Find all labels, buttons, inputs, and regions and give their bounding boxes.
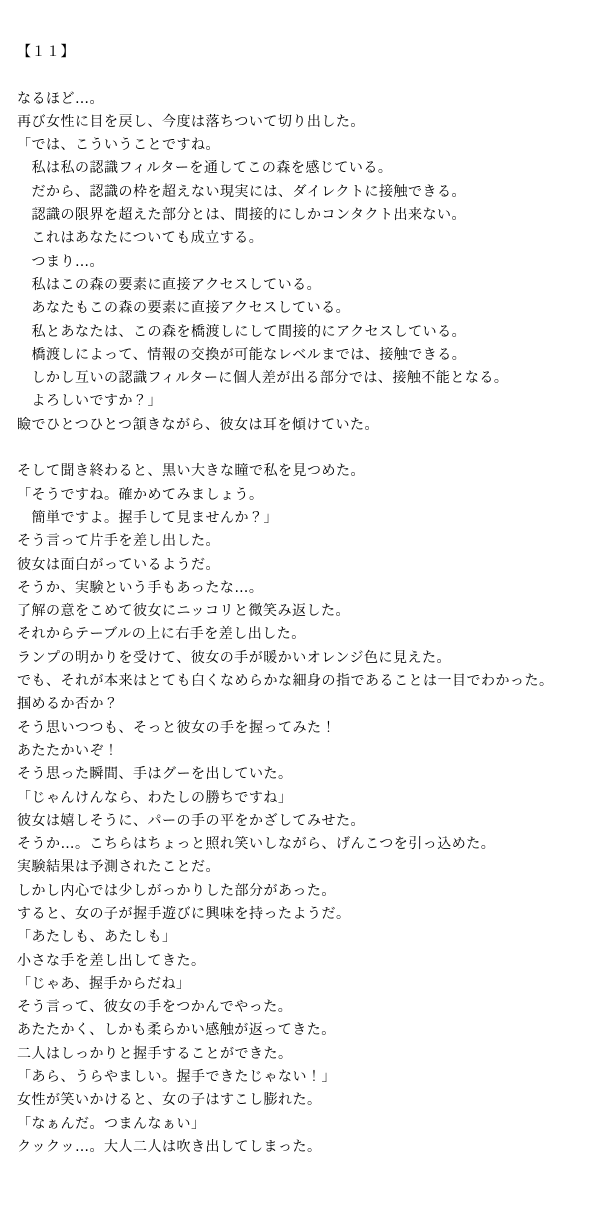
text-line: 私は私の認識フィルターを通してこの森を感じている。: [17, 160, 393, 177]
text-line: 「じゃあ、握手からだね」: [17, 975, 191, 992]
blank-line: [17, 437, 597, 460]
text-line: 二人はしっかりと握手することができた。: [17, 1045, 293, 1062]
text-line: そう言って片手を差し出した。: [17, 533, 220, 550]
text-line: そうか、実験という手もあったな…。: [17, 579, 264, 596]
story-lines: [17, 64, 597, 1159]
text-line: これはあなたについても成立する。: [17, 230, 264, 247]
text-line: 彼女は面白がっているようだ。: [17, 556, 220, 573]
text-line: しかし内心では少しがっかりした部分があった。: [17, 882, 336, 899]
text-line: 女性が笑いかけると、女の子はすこし膨れた。: [17, 1092, 322, 1109]
text-line: 彼女は嬉しそうに、パーの手の平をかざしてみせた。: [17, 812, 365, 829]
text-line: 了解の意をこめて彼女にニッコリと微笑み返した。: [17, 603, 350, 620]
text-line: でも、それが本来はとても白くなめらかな細身の指であることは一目でわかった。: [17, 673, 554, 690]
text-line: 瞼でひとつひとつ頷きながら、彼女は耳を傾けていた。: [17, 416, 379, 433]
text-line: 小さな手を差し出してきた。: [17, 952, 206, 969]
text-line: 私はこの森の要素に直接アクセスしている。: [17, 276, 322, 293]
text-line: だから、認識の枠を超えない現実には、ダイレクトに接触できる。: [17, 183, 466, 200]
text-line: よろしいですか？」: [17, 393, 162, 410]
text-line: 実験結果は予測されたことだ。: [17, 859, 220, 876]
text-line: そうか…。こちらはちょっと照れ笑いしながら、げんこつを引っ込めた。: [17, 836, 496, 853]
text-line: あたたかいぞ！: [17, 742, 119, 759]
text-line: 「じゃんけんなら、わたしの勝ちですね」: [17, 789, 293, 806]
text-line: 「あたしも、あたしも」: [17, 929, 177, 946]
text-line: 再び女性に目を戻し、今度は落ちついて切り出した。: [17, 113, 365, 130]
text-line: そう言って、彼女の手をつかんでやった。: [17, 999, 293, 1016]
text-line: 「あら、うらやましい。握手できたじゃない！」: [17, 1069, 336, 1086]
text-line: しかし互いの認識フィルターに個人差が出る部分では、接触不能となる。: [17, 370, 509, 387]
blank-line: [17, 64, 597, 87]
text-line: 「そうですね。確かめてみましょう。: [17, 486, 264, 503]
text-line: そう思いつつも、そっと彼女の手を握ってみた！: [17, 719, 336, 736]
text-line: ランプの明かりを受けて、彼女の手が暖かいオレンジ色に見えた。: [17, 649, 452, 666]
text-line: そして聞き終わると、黒い大きな瞳で私を見つめた。: [17, 463, 365, 480]
story-body: [17, 41, 597, 1159]
section-number-heading: 【１１】: [17, 44, 75, 60]
text-line: 「では、こういうことですね。: [17, 137, 220, 154]
text-line: 認識の限界を超えた部分とは、間接的にしかコンタクト出来ない。: [17, 207, 466, 224]
text-line: そう思った瞬間、手はグーを出していた。: [17, 766, 293, 783]
text-line: 簡単ですよ。握手して見ませんか？」: [17, 509, 278, 526]
text-line: つまり…。: [17, 253, 104, 270]
text-line: 私とあなたは、この森を橋渡しにして間接的にアクセスしている。: [17, 323, 467, 340]
text-line: あたたかく、しかも柔らかい感触が返ってきた。: [17, 1022, 336, 1039]
text-line: すると、女の子が握手遊びに興味を持ったようだ。: [17, 905, 351, 922]
text-line: あなたもこの森の要素に直接アクセスしている。: [17, 300, 351, 317]
text-line: 「なぁんだ。つまんなぁい」: [17, 1115, 206, 1132]
text-line: 掴めるか否か？: [17, 696, 119, 713]
text-line: 橋渡しによって、情報の交換が可能なレベルまでは、接触できる。: [17, 346, 467, 363]
text-line: なるほど…。: [17, 90, 104, 107]
text-line: クックッ…。大人二人は吹き出してしまった。: [17, 1138, 322, 1155]
text-line: それからテーブルの上に右手を差し出した。: [17, 626, 306, 643]
